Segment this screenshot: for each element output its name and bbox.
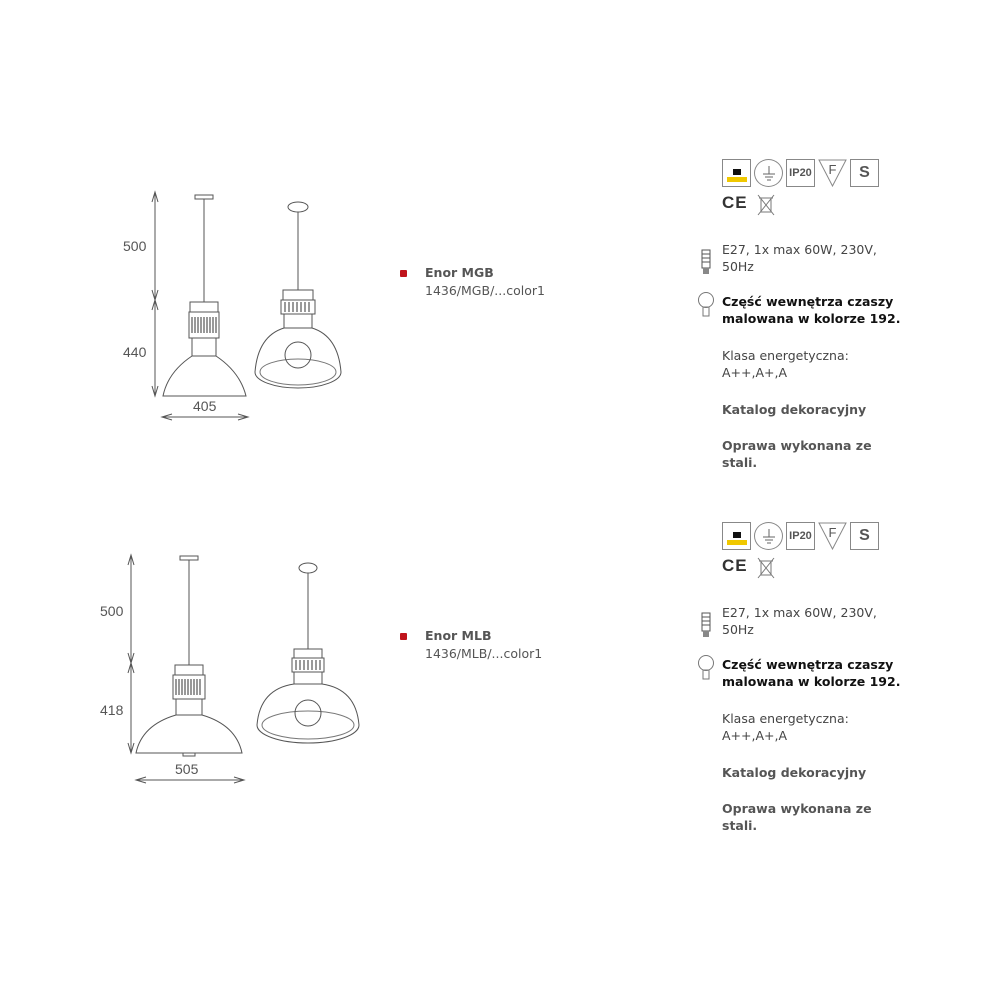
spec-catalog: Katalog dekoracyjny (722, 402, 867, 417)
product-drawing (0, 150, 380, 500)
spec-energy-label: Klasa energetyczna: (722, 348, 849, 363)
earth-class-icon (754, 522, 783, 550)
ce-mark-icon: CE (722, 193, 748, 212)
product-code: 1436/MLB/...color1 (425, 646, 543, 661)
bulb-icon (697, 653, 715, 685)
f-mark-icon (818, 159, 847, 187)
energy-saving-bulb-icon (697, 611, 715, 641)
dimension-height-top: 500 (123, 238, 147, 254)
spec-power: E27, 1x max 60W, 230V, 50Hz (722, 605, 877, 637)
ce-mark-icon: CE (722, 556, 748, 575)
ip20-icon: IP20 (786, 522, 815, 550)
compliance-icons (722, 556, 776, 580)
f-mark-label: F (828, 161, 837, 177)
spec-energy-label: Klasa energetyczna: (722, 711, 849, 726)
spec-material: Oprawa wykonana ze stali. (722, 801, 872, 833)
dimension-height-bottom: 440 (123, 344, 147, 360)
compliance-icons (722, 193, 776, 217)
spec-paint: Część wewnętrza czaszy malowana w kolorze 192. (722, 294, 901, 326)
spec-energy-value: A++,A+,A (722, 365, 788, 380)
dimension-height-bottom: 418 (100, 702, 124, 718)
f-mark-icon (818, 522, 847, 550)
dimension-height-top: 500 (100, 603, 124, 619)
s-mark-icon: S (850, 522, 879, 550)
energy-saving-bulb-icon (697, 248, 715, 278)
weee-bin-icon (756, 193, 776, 217)
dimmable-icon (722, 159, 751, 187)
earth-class-icon (754, 159, 783, 187)
ip20-icon: IP20 (786, 159, 815, 187)
dimension-width: 505 (175, 761, 199, 777)
product-enor-mgb (0, 150, 1000, 500)
spec-material: Oprawa wykonana ze stali. (722, 438, 872, 470)
spec-paint: Część wewnętrza czaszy malowana w kolorze 192. (722, 657, 901, 689)
lamp-technical-drawing (0, 150, 380, 500)
lamp-technical-drawing (0, 513, 380, 863)
product-code: 1436/MGB/...color1 (425, 283, 545, 298)
product-drawing (0, 513, 380, 863)
red-bullet-icon (400, 270, 407, 277)
f-mark-label: F (828, 524, 837, 540)
weee-bin-icon (756, 556, 776, 580)
red-bullet-icon (400, 633, 407, 640)
product-name: Enor MLB (425, 628, 492, 643)
dimmable-icon (722, 522, 751, 550)
spec-energy-value: A++,A+,A (722, 728, 788, 743)
product-name: Enor MGB (425, 265, 494, 280)
dimension-width: 405 (193, 398, 217, 414)
spec-power: E27, 1x max 60W, 230V, 50Hz (722, 242, 877, 274)
s-mark-icon: S (850, 159, 879, 187)
certification-icons (722, 522, 879, 550)
spec-catalog: Katalog dekoracyjny (722, 765, 867, 780)
bulb-icon (697, 290, 715, 322)
product-enor-mlb (0, 513, 1000, 863)
certification-icons (722, 159, 879, 187)
